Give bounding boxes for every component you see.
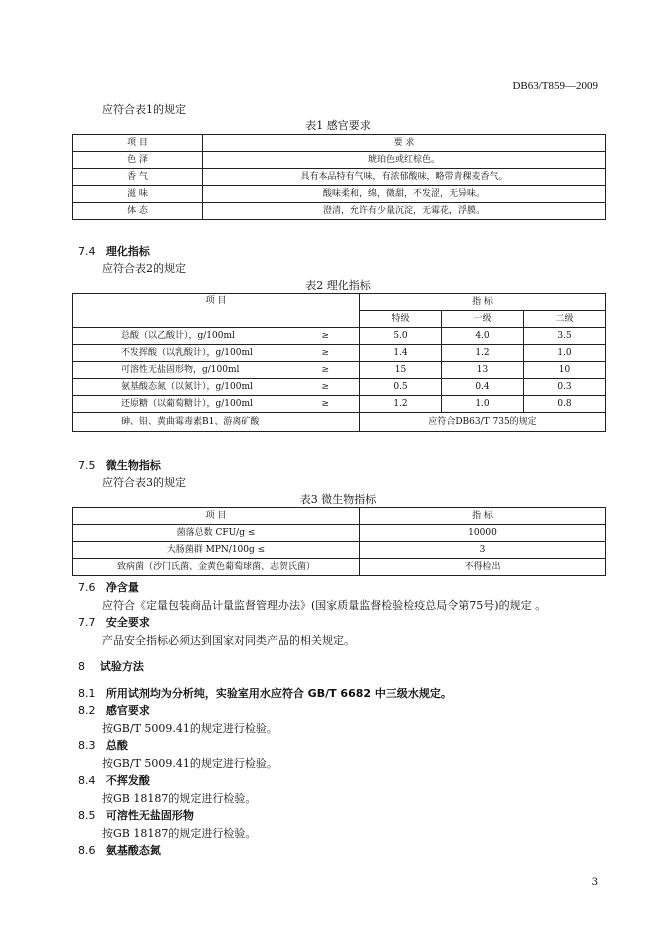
section-number: 8.6 <box>78 844 96 857</box>
page-number: 3 <box>591 877 598 888</box>
header-index-cell: 指 标 <box>360 294 606 311</box>
method-text: 按GB/T 5009.41的规定进行检验。 <box>102 757 278 770</box>
value-cell: 4.0 <box>442 328 524 345</box>
table-row <box>73 203 606 220</box>
value-cell: 10000 <box>360 525 606 542</box>
requirement-cell: 具有本品特有气味，有浓郁酸味，略带青稞麦香气。 <box>203 169 606 186</box>
section-title: 可溶性无盐固形物 <box>105 809 194 822</box>
section-8-5-heading <box>78 807 194 823</box>
net-content-text: 应符合《定量包装商品计量监督管理办法》(国家质量监督检验检疫总局令第75号)的规定 。 <box>102 599 547 612</box>
table-row <box>73 152 606 169</box>
comparison-symbol: ≥ <box>321 330 329 341</box>
method-text: 按GB 18187的规定进行检验。 <box>102 827 257 840</box>
comparison-symbol: ≥ <box>321 398 329 409</box>
micro-intro: 应符合表3的规定 <box>102 476 186 489</box>
item-cell: 致病菌（沙门氏菌、金黄色葡萄球菌、志贺氏菌） <box>73 559 360 576</box>
value-cell: 1.0 <box>442 396 524 413</box>
table-header-row <box>73 135 606 152</box>
header-cell: 要 求 <box>203 135 606 152</box>
value-cell: 1.2 <box>360 396 442 413</box>
section-number: 7.7 <box>78 616 96 629</box>
safety-text: 产品安全指标必须达到国家对同类产品的相关规定。 <box>102 634 355 647</box>
comparison-symbol: ≥ <box>321 381 329 392</box>
section-7-6-heading <box>78 579 139 595</box>
grade-cell: 二级 <box>524 311 606 328</box>
sensory-intro: 应符合表1的规定 <box>102 103 186 116</box>
item-label: 可溶性无盐固形物，g/100ml <box>121 364 240 375</box>
value-cell: 3 <box>360 542 606 559</box>
table2-caption: 表2 理化指标 <box>305 279 371 292</box>
section-title: 安全要求 <box>105 616 150 629</box>
section-number: 7.6 <box>78 581 96 594</box>
section-number: 8.5 <box>78 809 96 822</box>
document-number: DB63/T859—2009 <box>512 80 598 92</box>
requirement-cell: 琥珀色或红棕色。 <box>203 152 606 169</box>
section-title: 感官要求 <box>105 704 150 717</box>
section-number: 8.2 <box>78 704 96 717</box>
item-label: 不发挥酸（以乳酸计），g/100ml <box>121 347 253 358</box>
section-8-6-heading <box>78 842 161 858</box>
item-cell: 体 态 <box>73 203 203 220</box>
micro-table <box>72 507 606 576</box>
section-7-4-heading <box>78 243 150 259</box>
header-item-cell: 项 目 <box>73 294 360 328</box>
value-cell: 不得检出 <box>360 559 606 576</box>
value-cell: 1.0 <box>524 345 606 362</box>
table-row <box>73 559 606 576</box>
value-cell: 0.5 <box>360 379 442 396</box>
table-row <box>73 396 606 413</box>
item-label: 氨基酸态氮（以氮计），g/100ml <box>121 381 253 392</box>
comparison-symbol: ≥ <box>321 364 329 375</box>
section-8-2-heading <box>78 702 150 718</box>
value-cell: 1.4 <box>360 345 442 362</box>
section-8-4-heading <box>78 772 150 788</box>
item-cell <box>73 379 360 396</box>
section-title: 总酸 <box>105 739 128 752</box>
item-label: 还原糖（以葡萄糖计），g/100ml <box>121 398 253 409</box>
requirement-cell: 酸味柔和，绵，微甜，不发涩，无异味。 <box>203 186 606 203</box>
item-cell: 大肠菌群 MPN/100g ≤ <box>73 542 360 559</box>
method-text: 按GB/T 5009.41的规定进行检验。 <box>102 722 278 735</box>
section-title: 氨基酸态氮 <box>105 844 161 857</box>
item-cell <box>73 396 360 413</box>
physchem-table <box>72 293 606 432</box>
section-title: 所用试剂均为分析纯，实验室用水应符合 GB/T 6682 中三级水规定。 <box>105 687 452 700</box>
table-header-row <box>73 508 606 525</box>
value-cell: 应符合DB63/T 735的规定 <box>360 413 606 432</box>
value-cell: 10 <box>524 362 606 379</box>
section-7-5-heading <box>78 457 161 473</box>
table-row <box>73 345 606 362</box>
section-number: 8.4 <box>78 774 96 787</box>
item-cell: 色 泽 <box>73 152 203 169</box>
section-8-heading <box>78 658 144 674</box>
section-7-7-heading <box>78 614 150 630</box>
header-cell: 项 目 <box>73 135 203 152</box>
grade-cell: 一级 <box>442 311 524 328</box>
section-title: 不挥发酸 <box>105 774 150 787</box>
value-cell: 13 <box>442 362 524 379</box>
comparison-symbol: ≥ <box>321 347 329 358</box>
table-row <box>73 362 606 379</box>
value-cell: 3.5 <box>524 328 606 345</box>
section-number: 7.4 <box>78 245 96 258</box>
value-cell: 0.3 <box>524 379 606 396</box>
table-row <box>73 525 606 542</box>
table-row <box>73 328 606 345</box>
grade-cell: 特级 <box>360 311 442 328</box>
section-number: 8 <box>78 660 85 673</box>
item-cell <box>73 328 360 345</box>
table-row <box>73 413 606 432</box>
requirement-cell: 澄清，允许有少量沉淀，无霉花，浮膜。 <box>203 203 606 220</box>
table-header-row <box>73 294 606 311</box>
table-row <box>73 379 606 396</box>
section-8-3-heading <box>78 737 128 753</box>
section-8-1-heading <box>78 685 452 701</box>
value-cell: 5.0 <box>360 328 442 345</box>
item-cell <box>73 345 360 362</box>
physchem-intro: 应符合表2的规定 <box>102 262 186 275</box>
table-row <box>73 186 606 203</box>
section-number: 7.5 <box>78 459 96 472</box>
section-title: 理化指标 <box>105 245 150 258</box>
table-row <box>73 169 606 186</box>
section-title: 微生物指标 <box>105 459 161 472</box>
table1-caption: 表1 感官要求 <box>305 119 371 132</box>
item-cell: 菌落总数 CFU/g ≤ <box>73 525 360 542</box>
value-cell: 0.4 <box>442 379 524 396</box>
method-text: 按GB 18187的规定进行检验。 <box>102 792 257 805</box>
value-cell: 0.8 <box>524 396 606 413</box>
section-title: 试验方法 <box>99 660 144 673</box>
item-cell: 滋 味 <box>73 186 203 203</box>
section-number: 8.3 <box>78 739 96 752</box>
table3-caption: 表3 微生物指标 <box>299 493 377 506</box>
sensory-table <box>72 134 606 220</box>
item-cell <box>73 362 360 379</box>
table-row <box>73 542 606 559</box>
section-title: 净含量 <box>105 581 139 594</box>
section-number: 8.1 <box>78 687 96 700</box>
value-cell: 15 <box>360 362 442 379</box>
value-cell: 1.2 <box>442 345 524 362</box>
item-cell: 砷、铅、黄曲霉毒素B1、游离矿酸 <box>73 413 360 432</box>
header-cell: 指 标 <box>360 508 606 525</box>
item-cell: 香 气 <box>73 169 203 186</box>
item-label: 总酸（以乙酸计），g/100ml <box>121 330 235 341</box>
header-cell: 项 目 <box>73 508 360 525</box>
